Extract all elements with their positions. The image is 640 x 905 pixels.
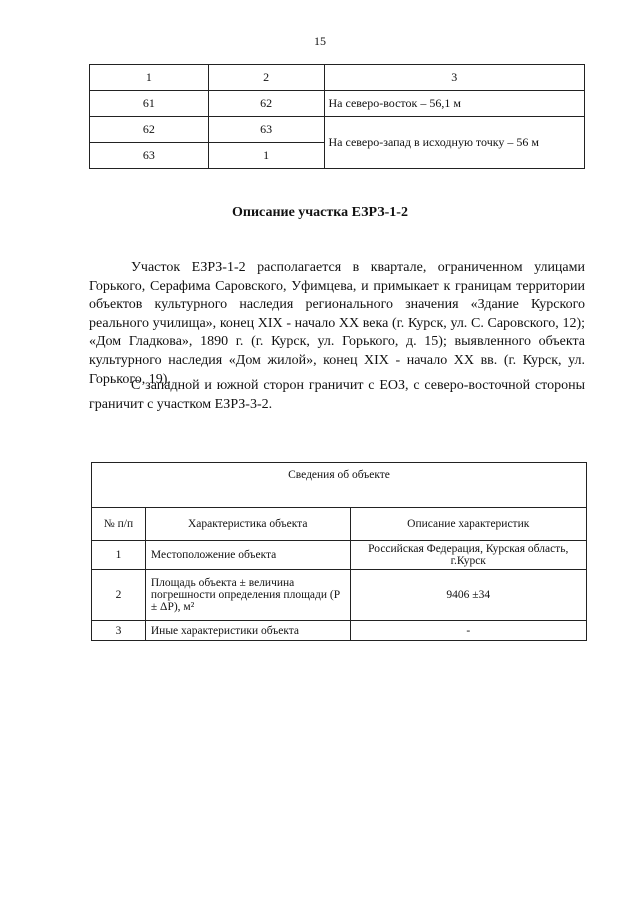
table-row [92,541,587,570]
table-caption-row [92,463,587,508]
direction-cell-merged: На северо-запад в исходную точку – 56 м [324,117,585,169]
table-header-row [90,65,585,91]
row-number: 3 [92,621,146,641]
table-row [92,621,587,641]
table-row [92,570,587,621]
table-row [90,91,585,117]
description-cell: Российская Федерация, Курская область, г.Курск [350,541,587,570]
characteristic-cell: Площадь объекта ± величина погрешности определения площади (P ± ΔP), м² [145,570,350,621]
from-point-cell: 61 [90,91,209,117]
to-point-cell: 1 [208,143,324,169]
column-header: 1 [90,65,209,91]
object-info-table [91,462,587,641]
column-header: 3 [324,65,585,91]
table-caption: Сведения об объекте [92,463,587,508]
page-number: 15 [314,34,326,48]
table-row [90,117,585,143]
from-point-cell: 63 [90,143,209,169]
characteristic-cell: Иные характеристики объекта [145,621,350,641]
table-header-row [92,508,587,541]
boundary-points-table [89,64,585,169]
direction-cell: На северо-восток – 56,1 м [324,91,585,117]
row-number: 1 [92,541,146,570]
to-point-cell: 63 [208,117,324,143]
column-header-characteristic: Характеристика объекта [145,508,350,541]
section-title: Описание участка ЕЗРЗ-1-2 [232,205,408,220]
description-cell: - [350,621,587,641]
to-point-cell: 62 [208,91,324,117]
row-number: 2 [92,570,146,621]
column-header-description: Описание характеристик [350,508,587,541]
description-cell: 9406 ±34 [350,570,587,621]
characteristic-cell: Местоположение объекта [145,541,350,570]
column-header-num: № п/п [92,508,146,541]
description-paragraph: Участок ЕЗРЗ-1-2 располагается в квартале, ограниченном улицами Горького, Серафима Саровского, Уфимцева, и примыкает к границам территории объектов культурного наследия регионального значения «Здание Курского реального училища», конец XIX - начало XX века (г. Курск, ул. С. Саровского, 12); «Дом Гладкова», 1890 г. (г. Курск, ул. Горького, д. 15); выявленного объекта культурного наследия «Дом жилой», конец XIX - начало XX вв. (г. Курск, ул. Горького, 19). [89,260,585,387]
boundary-paragraph: С западной и южной сторон граничит с ЕОЗ, с северо-восточной стороны граничит с участком ЕЗРЗ-3-2. [89,378,585,412]
from-point-cell: 62 [90,117,209,143]
column-header: 2 [208,65,324,91]
